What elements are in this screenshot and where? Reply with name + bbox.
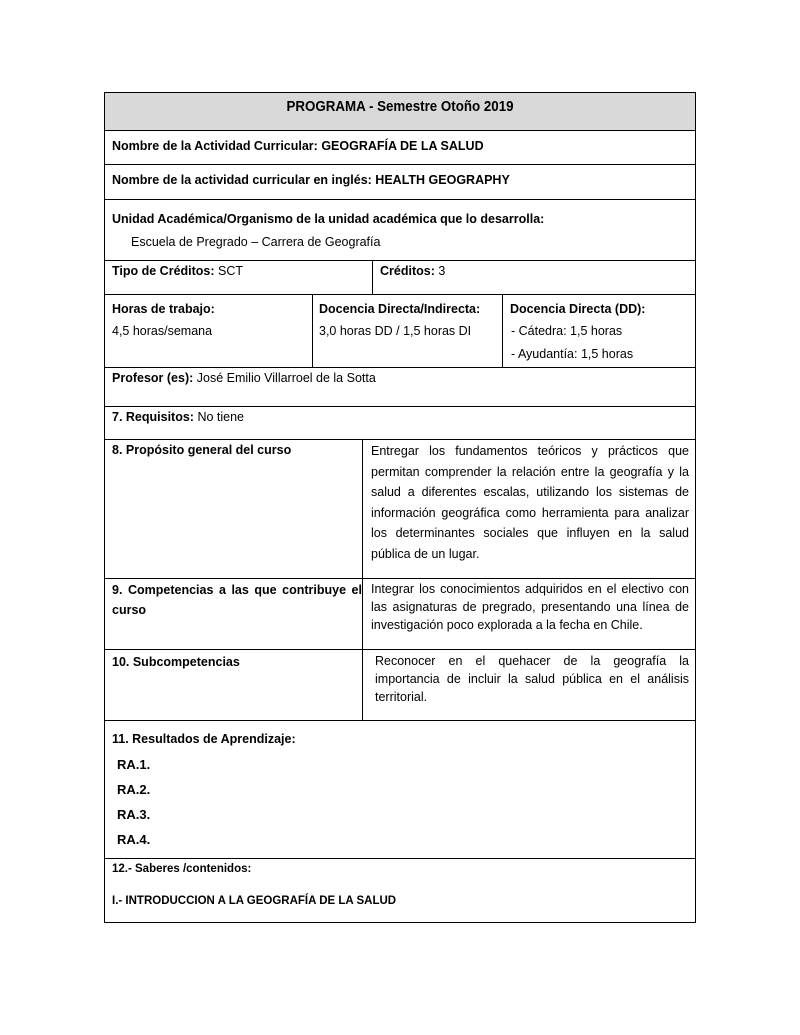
subcompetencies-text: Reconocer en el quehacer de la geografía la importancia de incluir la salud pública en el análisis territorial. [375,654,689,704]
professor-label: Profesor (es): [112,371,194,385]
learning-outcome-item: RA.4. [117,832,151,847]
academic-unit-row [105,200,695,261]
course-name-value: GEOGRAFÍA DE LA SALUD [321,139,484,153]
direct-teaching-cell [502,295,695,367]
purpose-text-cell [362,440,695,578]
course-name-label: Nombre de la Actividad Curricular: [112,139,318,153]
purpose-text: Entregar los fundamentos teóricos y prácticos que permitan comprender la relación entre la geografía y la salud a diferentes escalas, utilizando los sistemas de información geográfica como herramienta para analizar los determinantes sociales que influyen en la salud pública de un lugar. [371,444,689,561]
learning-outcome-item: RA.2. [117,782,151,797]
purpose-label: 8. Propósito general del curso [112,443,292,457]
contents-row [105,859,695,922]
page-title: PROGRAMA - Semestre Otoño 2019 [286,99,514,115]
credit-type-value: SCT [218,264,244,278]
learning-outcome-item: RA.3. [117,807,151,822]
purpose-label-cell [105,440,362,578]
direct-indirect-label: Docencia Directa/Indirecta: [319,302,481,316]
credits-value: 3 [438,264,446,278]
subcompetencies-row [105,650,695,721]
professor-row [105,368,695,407]
direct-indirect-value: 3,0 horas DD / 1,5 horas DI [319,324,472,338]
course-name-english-value: HEALTH GEOGRAPHY [375,173,510,187]
competencies-text: Integrar los conocimientos adquiridos en el electivo con las asignaturas de pregrado, presentando una línea de investigación poco explorada a la fecha en Chile. [371,582,689,632]
direct-teaching-item: - Ayudantía: 1,5 horas [511,347,634,361]
learning-outcomes-row [105,721,695,859]
work-hours-value: 4,5 horas/semana [112,324,213,338]
requirements-label: 7. Requisitos: [112,410,194,424]
competencies-text-cell [362,579,695,649]
credits-cell [372,261,695,294]
competencies-label-cell [105,579,362,649]
subcompetencies-text-cell [362,650,695,720]
academic-unit-label: Unidad Académica/Organismo de la unidad académica que lo desarrolla: [112,212,545,226]
purpose-row [105,440,695,579]
competencies-row [105,579,695,650]
contents-item: I.- INTRODUCCION A LA GEOGRAFÍA DE LA SALUD [112,895,397,907]
competencies-label: 9. Competencias a las que contribuye el curso [112,583,362,617]
learning-outcomes-label: 11. Resultados de Aprendizaje: [112,732,296,746]
course-name-row [105,131,695,165]
subcompetencies-label-cell [105,650,362,720]
hours-row [105,295,695,368]
program-form-table [104,92,696,923]
credits-row [105,261,695,295]
subcompetencies-label: 10. Subcompetencias [112,655,240,669]
direct-teaching-item: - Cátedra: 1,5 horas [511,324,623,338]
work-hours-label: Horas de trabajo: [112,302,215,316]
direct-indirect-cell [312,295,502,367]
learning-outcome-item: RA.1. [117,757,151,772]
credit-type-label: Tipo de Créditos: [112,264,215,278]
requirements-row [105,407,695,440]
academic-unit-value: Escuela de Pregrado – Carrera de Geografía [131,235,381,249]
professor-value: José Emilio Villarroel de la Sotta [196,371,376,385]
credit-type-cell [105,261,372,294]
title-row [105,93,695,131]
contents-label: 12.- Saberes /contenidos: [112,863,252,875]
course-name-english-row [105,165,695,200]
work-hours-cell [105,295,312,367]
direct-teaching-label: Docencia Directa (DD): [510,302,646,316]
course-name-english-label: Nombre de la actividad curricular en inglés: [112,173,372,187]
requirements-value: No tiene [197,410,245,424]
credits-label: Créditos: [380,264,435,278]
